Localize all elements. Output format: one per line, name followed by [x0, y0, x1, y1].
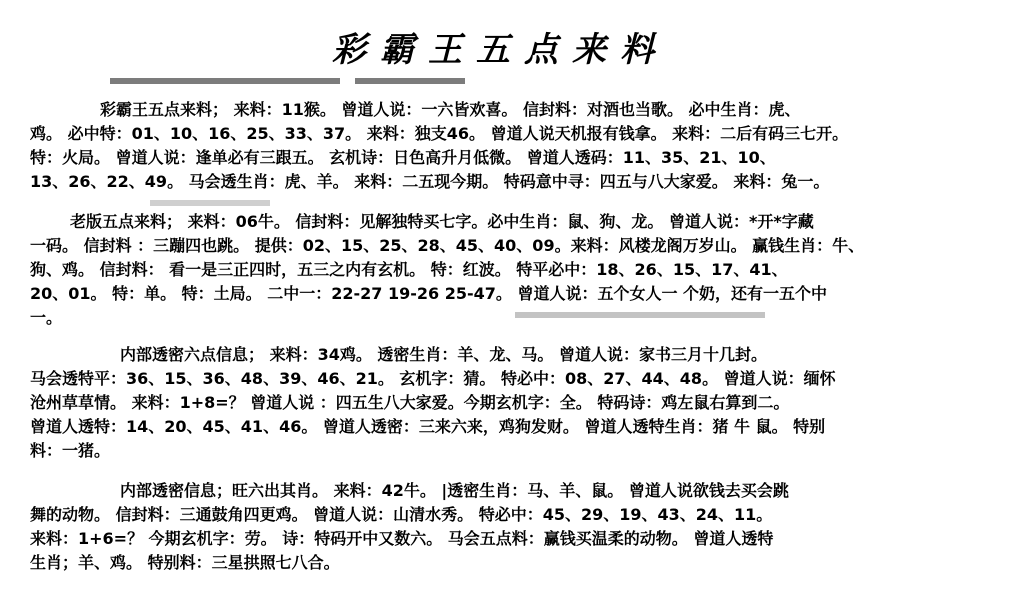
text-line: 狗、鸡。 信封料： 看一是三正四时，五三之内有玄机。 特：红波。 特平必中：18、26、15、17、41、 [30, 260, 788, 279]
section-laoban [30, 212, 998, 328]
text-line: 13、26、22、49。 马会透生肖：虎、羊。 来料：二五现今期。 特码意中寻：四五与八大家爱。 来料：兔一。 [30, 172, 830, 191]
scan-noise [110, 78, 340, 84]
section-neibu [30, 481, 998, 573]
scan-noise [150, 200, 270, 206]
text-line: 老版五点来料； 来料：06牛。 信封料：见解独特买七字。必中生肖：鼠、狗、龙。 曾道人说：*开*字藏 [70, 212, 814, 231]
text-line: 鸡。 必中特：01、10、16、25、33、37。 来料：独支46。 曾道人说天机报有钱拿。 来料：二后有码三七开。 [30, 124, 849, 143]
text-line: 生肖；羊、鸡。 特别料：三星拱照七八合。 [30, 553, 340, 572]
text-line: 彩霸王五点来料； 来料：11猴。 曾道人说：一六皆欢喜。 信封料：对酒也当歌。 必中生肖：虎、 [100, 100, 801, 119]
page-title: 彩霸王五点来料 [332, 30, 668, 70]
text-line: 沧州草草情。 来料：1+8=？ 曾道人说 ：四五生八大家爱。今期玄机字：全。 特码诗：鸡左鼠右算到二。 [30, 393, 790, 412]
text-line: 20、01。 特：单。 特：土局。 二中一：22-27 19-26 25-47。 曾道人说：五个女人一 个奶，还有一五个中 [30, 284, 828, 303]
text-line: 特：火局。 曾道人说：逢单必有三跟五。 玄机诗：日色高升月低微。 曾道人透码：11、35、21、10、 [30, 148, 776, 167]
text-line: 料：一猪。 [30, 441, 111, 460]
section-neibu-six [30, 345, 998, 461]
text-line: 一码。 信封料 ：三蹦四也跳。 提供：02、15、25、28、45、40、09。来料：风楼龙阁万岁山。 赢钱生肖：牛、 [30, 236, 865, 255]
scan-noise [355, 78, 465, 84]
text-line: 一。 [30, 308, 63, 327]
text-line: 内部透密六点信息； 来料：34鸡。 透密生肖：羊、龙、马。 曾道人说：家书三月十几封。 [120, 345, 767, 364]
text-line: 舞的动物。 信封料：三通鼓角四更鸡。 曾道人说：山清水秀。 特必中：45、29、19、43、24、11。 [30, 505, 773, 524]
text-line: 曾道人透特：14、20、45、41、46。 曾道人透密：三来六来，鸡狗发财。 曾道人透特生肖：猪 牛 鼠。 特别 [30, 417, 826, 436]
text-line: 马会透特平：36、15、36、48、39、46、21。 玄机字：猜。 特必中：08、27、44、48。 曾道人说：缅怀 [30, 369, 836, 388]
text-line: 来料：1+6=？ 今期玄机字：劳。 诗：特码开中又数六。 马会五点料：赢钱买温柔的动物。 曾道人透特 [30, 529, 774, 548]
section-caibawang [30, 100, 998, 190]
text-line: 内部透密信息；旺六出其肖。 来料：42牛。 |透密生肖：马、羊、鼠。 曾道人说欲钱去买会跳 [120, 481, 789, 500]
